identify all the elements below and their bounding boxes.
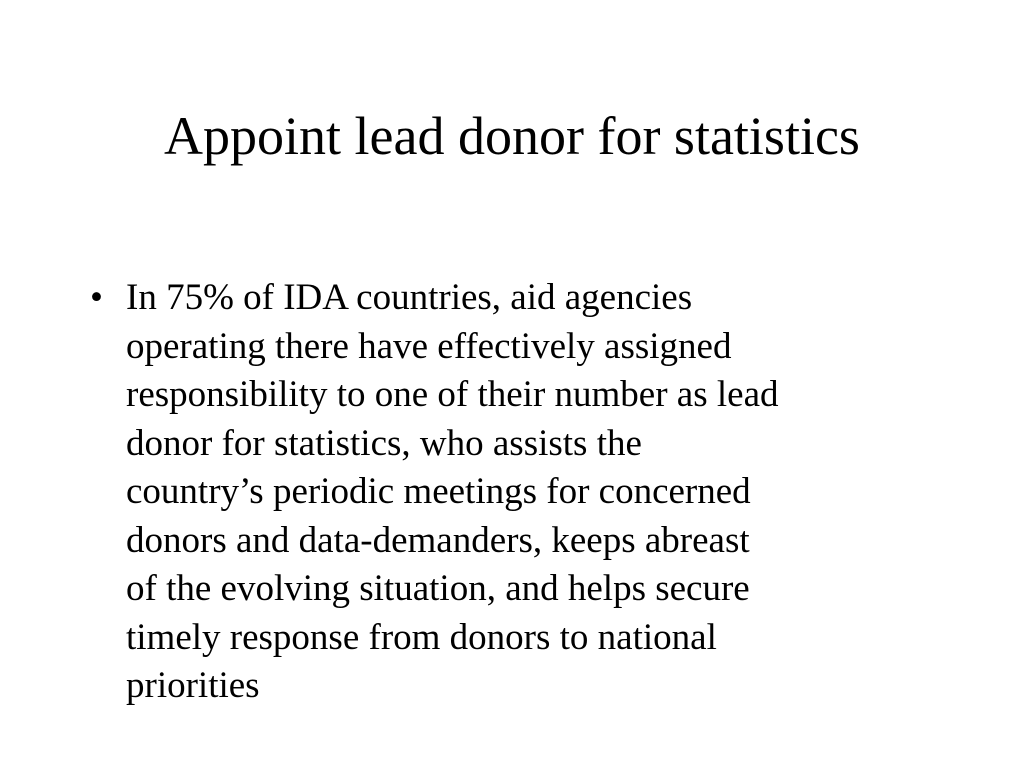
bullet-text-line: priorities [126,665,260,706]
bullet-marker: • [90,277,103,318]
bullet-list [84,274,944,711]
bullet-item [84,274,944,711]
bullet-text-line: of the evolving situation, and helps secure [126,568,750,609]
bullet-text-line: operating there have effectively assigned [126,325,732,367]
bullet-text-line: timely response from donors to national [126,616,717,658]
bullet-text-line: country’s periodic meetings for concerned [126,471,751,512]
bullet-text-line: responsibility to one of their number as lead [126,374,779,415]
slide-title: Appoint lead donor for statistics [164,106,860,166]
bullet-text-line: donor for statistics, who assists the [126,422,642,464]
bullet-text [126,274,944,711]
bullet-text-line: donors and data-demanders, keeps abreast [126,519,750,561]
bullet-text-line: In 75% of IDA countries, aid agencies [126,277,693,318]
